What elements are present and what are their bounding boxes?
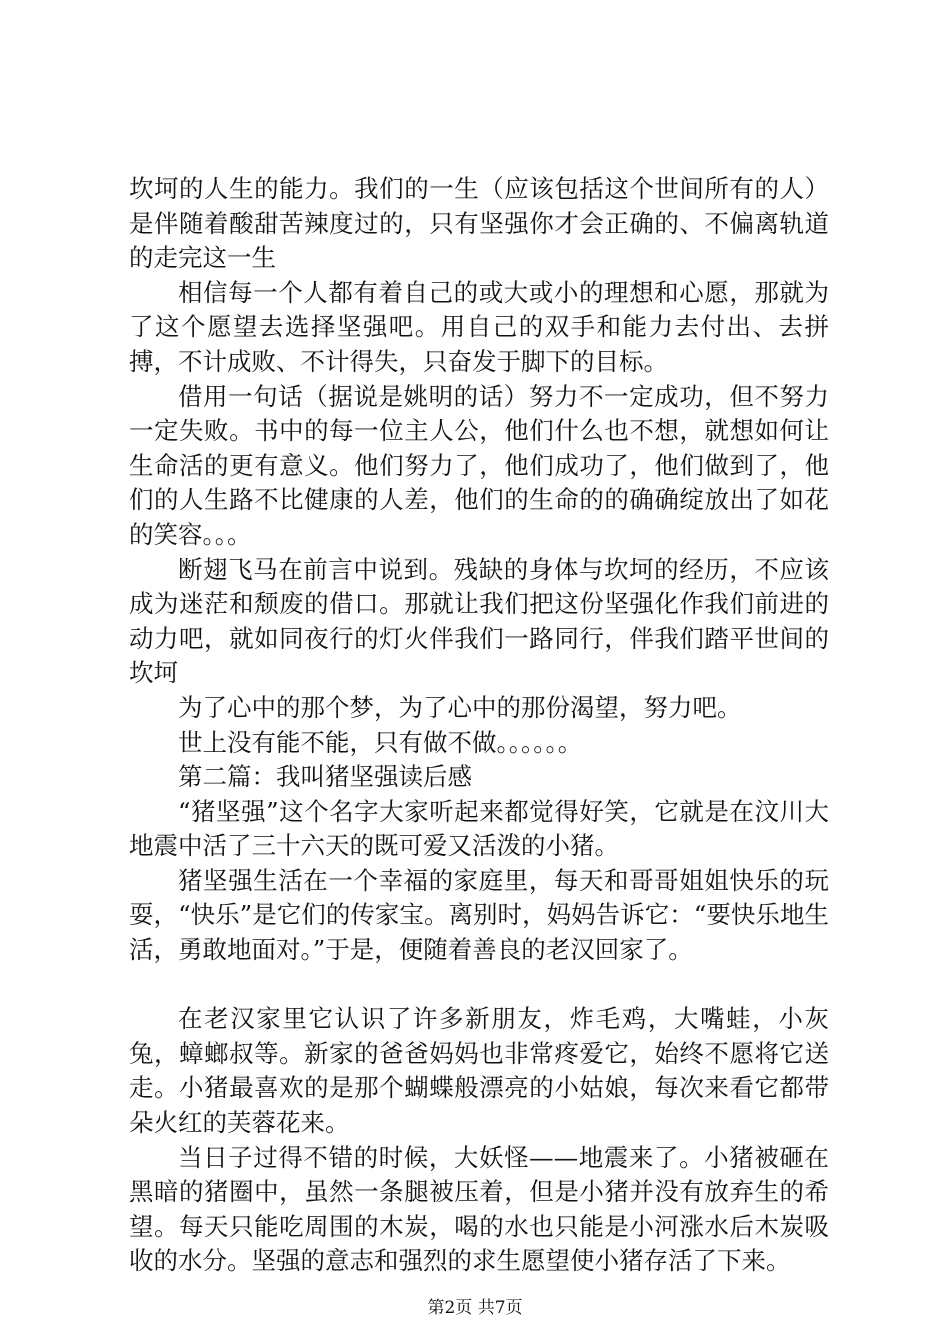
section-heading: 第二篇：我叫猪坚强读后感 — [178, 762, 472, 792]
paragraph: “猪坚强”这个名字大家听起来都觉得好笑，它就是在汶川大地震中活了三十六天的既可爱又活泼的小猪。 — [129, 796, 829, 861]
paragraph: 为了心中的那个梦，为了心中的那份渴望，努力吧。 — [178, 692, 742, 722]
paragraph: 借用一句话（据说是姚明的话）努力不一定成功，但不努力一定失败。书中的每一位主人公，他们什么也不想，就想如何让生命活的更有意义。他们努力了，他们成功了，他们做到了，他们的人生路不比健康的人差，他们的生命的的确确绽放出了如花的笑容。。。 — [129, 381, 829, 549]
paragraph-spacer — [129, 968, 829, 1003]
paragraph: 坎坷的人生的能力。我们的一生（应该包括这个世间所有的人）是伴随着酸甜苦辣度过的，只有坚强你才会正确的、不偏离轨道的走完这一生 — [129, 174, 829, 273]
page-footer: 第2页 共7页 — [427, 1298, 523, 1318]
paragraph: 在老汉家里它认识了许多新朋友，炸毛鸡，大嘴蛙，小灰兔，蟑螂叔等。新家的爸爸妈妈也非常疼爱它，始终不愿将它送走。小猪最喜欢的是那个蝴蝶般漂亮的小姑娘，每次来看它都带朵火红的芙蓉花来。 — [129, 1004, 829, 1138]
paragraph: 断翅飞马在前言中说到。残缺的身体与坎坷的经历，不应该成为迷茫和颓废的借口。那就让我们把这份坚强化作我们前进的动力吧，就如同夜行的灯火伴我们一路同行，伴我们踏平世间的坎坷 — [129, 554, 829, 688]
paragraph: 猪坚强生活在一个幸福的家庭里，每天和哥哥姐姐快乐的玩耍，“快乐”是它们的传家宝。离别时，妈妈告诉它：“要快乐地生活，勇敢地面对。”于是，便随着善良的老汉回家了。 — [129, 865, 829, 965]
article-body — [129, 172, 829, 1279]
paragraph: 相信每一个人都有着自己的或大或小的理想和心愿，那就为了这个愿望去选择坚强吧。用自己的双手和能力去付出、去拼搏，不计成败、不计得失，只奋发于脚下的目标。 — [129, 277, 829, 376]
paragraph: 世上没有能不能，只有做不做。。。。。。 — [178, 727, 583, 757]
paragraph: 当日子过得不错的时候，大妖怪——地震来了。小猪被砸在黑暗的猪圈中，虽然一条腿被压着，但是小猪并没有放弃生的希望。每天只能吃周围的木炭，喝的水也只能是小河涨水后木炭吸收的水分。坚强的意志和强烈的求生愿望使小猪存活了下来。 — [129, 1142, 829, 1276]
